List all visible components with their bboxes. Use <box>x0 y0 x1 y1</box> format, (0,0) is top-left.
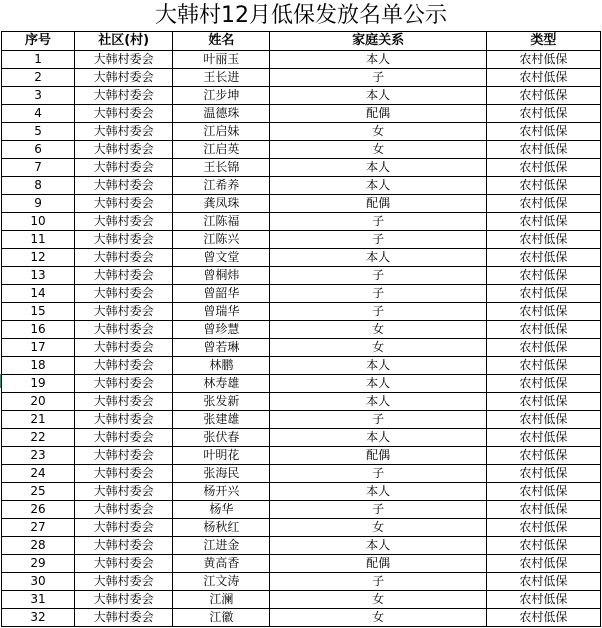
cell-index[interactable]: 4 <box>2 105 75 123</box>
cell-community[interactable]: 大韩村委会 <box>75 267 173 285</box>
cell-name[interactable]: 曾珍慧 <box>173 321 270 339</box>
cell-index[interactable]: 25 <box>2 483 75 501</box>
cell-type[interactable]: 农村低保 <box>486 339 600 357</box>
cell-index[interactable]: 21 <box>2 411 75 429</box>
cell-community[interactable]: 大韩村委会 <box>75 231 173 249</box>
cell-community[interactable]: 大韩村委会 <box>75 213 173 231</box>
cell-index[interactable]: 22 <box>2 429 75 447</box>
table-row <box>2 123 601 141</box>
cell-community[interactable]: 大韩村委会 <box>75 411 173 429</box>
cell-type[interactable]: 农村低保 <box>486 555 600 573</box>
cell-name[interactable]: 张发新 <box>173 393 270 411</box>
table-row <box>2 195 601 213</box>
cell-community[interactable]: 大韩村委会 <box>75 285 173 303</box>
table-row <box>2 285 601 303</box>
cell-relation[interactable]: 子 <box>270 501 486 519</box>
table-row <box>2 483 601 501</box>
cell-name[interactable]: 江启妹 <box>173 123 270 141</box>
table-row <box>2 447 601 465</box>
cell-name[interactable]: 江澜 <box>173 591 270 609</box>
cell-name[interactable]: 温德珠 <box>173 105 270 123</box>
table-row <box>2 519 601 537</box>
cell-relation[interactable]: 女 <box>270 141 486 159</box>
cell-community[interactable]: 大韩村委会 <box>75 105 173 123</box>
cell-community[interactable]: 大韩村委会 <box>75 339 173 357</box>
column-header-community[interactable]: 社区(村) <box>75 32 173 51</box>
cell-type[interactable]: 农村低保 <box>486 213 600 231</box>
table-row <box>2 609 601 627</box>
cell-relation[interactable]: 本人 <box>270 51 486 69</box>
cell-index[interactable]: 20 <box>2 393 75 411</box>
cell-name[interactable]: 曾桐炜 <box>173 267 270 285</box>
cell-index[interactable]: 28 <box>2 537 75 555</box>
cell-index[interactable]: 8 <box>2 177 75 195</box>
cell-name[interactable]: 曾若琳 <box>173 339 270 357</box>
cell-type[interactable]: 农村低保 <box>486 231 600 249</box>
cell-index[interactable]: 32 <box>2 609 75 627</box>
table-row <box>2 357 601 375</box>
cell-relation[interactable]: 本人 <box>270 87 486 105</box>
page-title: 大韩村12月低保发放名单公示 <box>155 3 447 28</box>
cell-type[interactable]: 农村低保 <box>486 87 600 105</box>
cell-type[interactable]: 农村低保 <box>486 609 600 627</box>
table-row <box>2 411 601 429</box>
cell-type[interactable]: 农村低保 <box>486 591 600 609</box>
cell-name[interactable]: 曾瑞华 <box>173 303 270 321</box>
table-row <box>2 591 601 609</box>
cell-community[interactable]: 大韩村委会 <box>75 519 173 537</box>
cell-name[interactable]: 王长进 <box>173 69 270 87</box>
table-row <box>2 105 601 123</box>
cell-index[interactable]: 16 <box>2 321 75 339</box>
cell-relation[interactable]: 配偶 <box>270 195 486 213</box>
cell-name[interactable]: 曾韶华 <box>173 285 270 303</box>
table-row <box>2 375 601 393</box>
cell-type[interactable]: 农村低保 <box>486 195 600 213</box>
column-header-name[interactable]: 姓名 <box>173 32 270 51</box>
column-header-relation[interactable]: 家庭关系 <box>270 32 486 51</box>
table-row <box>2 537 601 555</box>
cell-type[interactable]: 农村低保 <box>486 159 600 177</box>
cell-type[interactable]: 农村低保 <box>486 393 600 411</box>
table-row <box>2 141 601 159</box>
cell-name[interactable]: 林鹏 <box>173 357 270 375</box>
cell-index[interactable]: 10 <box>2 213 75 231</box>
table-row <box>2 339 601 357</box>
cell-relation[interactable]: 本人 <box>270 375 486 393</box>
cell-name[interactable]: 江陈兴 <box>173 231 270 249</box>
table-row <box>2 249 601 267</box>
cell-community[interactable]: 大韩村委会 <box>75 609 173 627</box>
cell-name[interactable]: 江徽 <box>173 609 270 627</box>
cell-relation[interactable]: 子 <box>270 573 486 591</box>
cell-type[interactable]: 农村低保 <box>486 123 600 141</box>
cell-relation[interactable]: 子 <box>270 285 486 303</box>
cell-index[interactable]: 29 <box>2 555 75 573</box>
cell-community[interactable]: 大韩村委会 <box>75 573 173 591</box>
cell-index[interactable]: 14 <box>2 285 75 303</box>
table-row <box>2 555 601 573</box>
cell-name[interactable]: 叶明花 <box>173 447 270 465</box>
cell-community[interactable]: 大韩村委会 <box>75 357 173 375</box>
cell-community[interactable]: 大韩村委会 <box>75 375 173 393</box>
cell-name[interactable]: 杨开兴 <box>173 483 270 501</box>
table-row <box>2 393 601 411</box>
cell-name[interactable]: 曾文堂 <box>173 249 270 267</box>
table-row <box>2 303 601 321</box>
cell-name[interactable]: 张建雄 <box>173 411 270 429</box>
cell-type[interactable]: 农村低保 <box>486 177 600 195</box>
cell-relation[interactable]: 女 <box>270 321 486 339</box>
cell-name[interactable]: 张海民 <box>173 465 270 483</box>
cell-type[interactable]: 农村低保 <box>486 321 600 339</box>
cell-index[interactable]: 2 <box>2 69 75 87</box>
cell-community[interactable]: 大韩村委会 <box>75 501 173 519</box>
cell-name[interactable]: 江启英 <box>173 141 270 159</box>
cell-relation[interactable]: 本人 <box>270 393 486 411</box>
cell-name[interactable]: 杨秋红 <box>173 519 270 537</box>
cell-index[interactable]: 9 <box>2 195 75 213</box>
cell-name[interactable]: 江文涛 <box>173 573 270 591</box>
table-body <box>2 51 601 627</box>
table-row <box>2 159 601 177</box>
cell-index[interactable]: 19 <box>2 375 75 393</box>
cell-relation[interactable]: 本人 <box>270 177 486 195</box>
cell-name[interactable]: 江进金 <box>173 537 270 555</box>
cell-name[interactable]: 江陈福 <box>173 213 270 231</box>
cell-community[interactable]: 大韩村委会 <box>75 141 173 159</box>
cell-relation[interactable]: 本人 <box>270 537 486 555</box>
cell-type[interactable]: 农村低保 <box>486 375 600 393</box>
column-header-index[interactable]: 序号 <box>2 32 75 51</box>
cell-type[interactable]: 农村低保 <box>486 519 600 537</box>
cell-relation[interactable]: 配偶 <box>270 105 486 123</box>
cell-index[interactable]: 6 <box>2 141 75 159</box>
cell-relation[interactable]: 子 <box>270 231 486 249</box>
table-row <box>2 267 601 285</box>
table-row <box>2 321 601 339</box>
cell-index[interactable]: 23 <box>2 447 75 465</box>
cell-type[interactable]: 农村低保 <box>486 357 600 375</box>
cell-type[interactable]: 农村低保 <box>486 483 600 501</box>
cell-community[interactable]: 大韩村委会 <box>75 159 173 177</box>
cell-type[interactable]: 农村低保 <box>486 267 600 285</box>
cell-type[interactable]: 农村低保 <box>486 303 600 321</box>
cell-type[interactable]: 农村低保 <box>486 105 600 123</box>
cell-relation[interactable]: 子 <box>270 465 486 483</box>
cell-type[interactable]: 农村低保 <box>486 465 600 483</box>
cell-community[interactable]: 大韩村委会 <box>75 429 173 447</box>
table-row <box>2 573 601 591</box>
cell-type[interactable]: 农村低保 <box>486 411 600 429</box>
cell-community[interactable]: 大韩村委会 <box>75 249 173 267</box>
cell-relation[interactable]: 女 <box>270 123 486 141</box>
cell-type[interactable]: 农村低保 <box>486 141 600 159</box>
cell-name[interactable]: 叶丽玉 <box>173 51 270 69</box>
cell-name[interactable]: 江希养 <box>173 177 270 195</box>
cell-type[interactable]: 农村低保 <box>486 447 600 465</box>
table-row <box>2 87 601 105</box>
cell-type[interactable]: 农村低保 <box>486 537 600 555</box>
table-header-row <box>2 32 601 51</box>
table-row <box>2 231 601 249</box>
cell-relation[interactable]: 女 <box>270 519 486 537</box>
cell-community[interactable]: 大韩村委会 <box>75 483 173 501</box>
cell-type[interactable]: 农村低保 <box>486 249 600 267</box>
cell-community[interactable]: 大韩村委会 <box>75 321 173 339</box>
cell-name[interactable]: 黄高香 <box>173 555 270 573</box>
cell-index[interactable]: 13 <box>2 267 75 285</box>
cell-index[interactable]: 5 <box>2 123 75 141</box>
cell-index[interactable]: 24 <box>2 465 75 483</box>
cell-relation[interactable]: 本人 <box>270 159 486 177</box>
cell-type[interactable]: 农村低保 <box>486 573 600 591</box>
cell-name[interactable]: 林寿雄 <box>173 375 270 393</box>
cell-relation[interactable]: 子 <box>270 411 486 429</box>
cell-index[interactable]: 31 <box>2 591 75 609</box>
table-row <box>2 501 601 519</box>
cell-relation[interactable]: 本人 <box>270 249 486 267</box>
table-row <box>2 51 601 69</box>
cell-index[interactable]: 18 <box>2 357 75 375</box>
cell-community[interactable]: 大韩村委会 <box>75 87 173 105</box>
table-row <box>2 213 601 231</box>
cell-index[interactable]: 15 <box>2 303 75 321</box>
cell-community[interactable]: 大韩村委会 <box>75 465 173 483</box>
cell-index[interactable]: 30 <box>2 573 75 591</box>
cell-community[interactable]: 大韩村委会 <box>75 123 173 141</box>
cell-relation[interactable]: 子 <box>270 213 486 231</box>
cell-type[interactable]: 农村低保 <box>486 51 600 69</box>
cell-type[interactable]: 农村低保 <box>486 285 600 303</box>
cell-name[interactable]: 王长锦 <box>173 159 270 177</box>
cell-relation[interactable]: 女 <box>270 339 486 357</box>
cell-relation[interactable]: 子 <box>270 303 486 321</box>
cell-community[interactable]: 大韩村委会 <box>75 447 173 465</box>
cell-type[interactable]: 农村低保 <box>486 501 600 519</box>
cell-community[interactable]: 大韩村委会 <box>75 591 173 609</box>
cell-index[interactable]: 1 <box>2 51 75 69</box>
cell-index[interactable]: 26 <box>2 501 75 519</box>
cell-name[interactable]: 张伏春 <box>173 429 270 447</box>
cell-type[interactable]: 农村低保 <box>486 69 600 87</box>
table-row <box>2 465 601 483</box>
cell-community[interactable]: 大韩村委会 <box>75 69 173 87</box>
column-header-type[interactable]: 类型 <box>486 32 600 51</box>
cell-relation[interactable]: 配偶 <box>270 447 486 465</box>
cell-relation[interactable]: 子 <box>270 267 486 285</box>
cell-name[interactable]: 杨华 <box>173 501 270 519</box>
cell-index[interactable]: 27 <box>2 519 75 537</box>
cell-index[interactable]: 11 <box>2 231 75 249</box>
cell-community[interactable]: 大韩村委会 <box>75 195 173 213</box>
cell-name[interactable]: 龚凤珠 <box>173 195 270 213</box>
cell-index[interactable]: 17 <box>2 339 75 357</box>
cell-community[interactable]: 大韩村委会 <box>75 393 173 411</box>
cell-type[interactable]: 农村低保 <box>486 429 600 447</box>
table-row <box>2 69 601 87</box>
cell-community[interactable]: 大韩村委会 <box>75 177 173 195</box>
cell-relation[interactable]: 本人 <box>270 429 486 447</box>
cell-community[interactable]: 大韩村委会 <box>75 51 173 69</box>
recipient-table <box>1 31 601 627</box>
cell-relation[interactable]: 本人 <box>270 357 486 375</box>
table-row <box>2 429 601 447</box>
cell-index[interactable]: 7 <box>2 159 75 177</box>
cell-name[interactable]: 江步坤 <box>173 87 270 105</box>
cell-relation[interactable]: 本人 <box>270 483 486 501</box>
cell-community[interactable]: 大韩村委会 <box>75 555 173 573</box>
cell-relation[interactable]: 女 <box>270 609 486 627</box>
cell-community[interactable]: 大韩村委会 <box>75 537 173 555</box>
cell-index[interactable]: 3 <box>2 87 75 105</box>
cell-community[interactable]: 大韩村委会 <box>75 303 173 321</box>
cell-index[interactable]: 12 <box>2 249 75 267</box>
table-row <box>2 177 601 195</box>
cell-relation[interactable]: 女 <box>270 591 486 609</box>
cell-relation[interactable]: 配偶 <box>270 555 486 573</box>
cell-relation[interactable]: 子 <box>270 69 486 87</box>
